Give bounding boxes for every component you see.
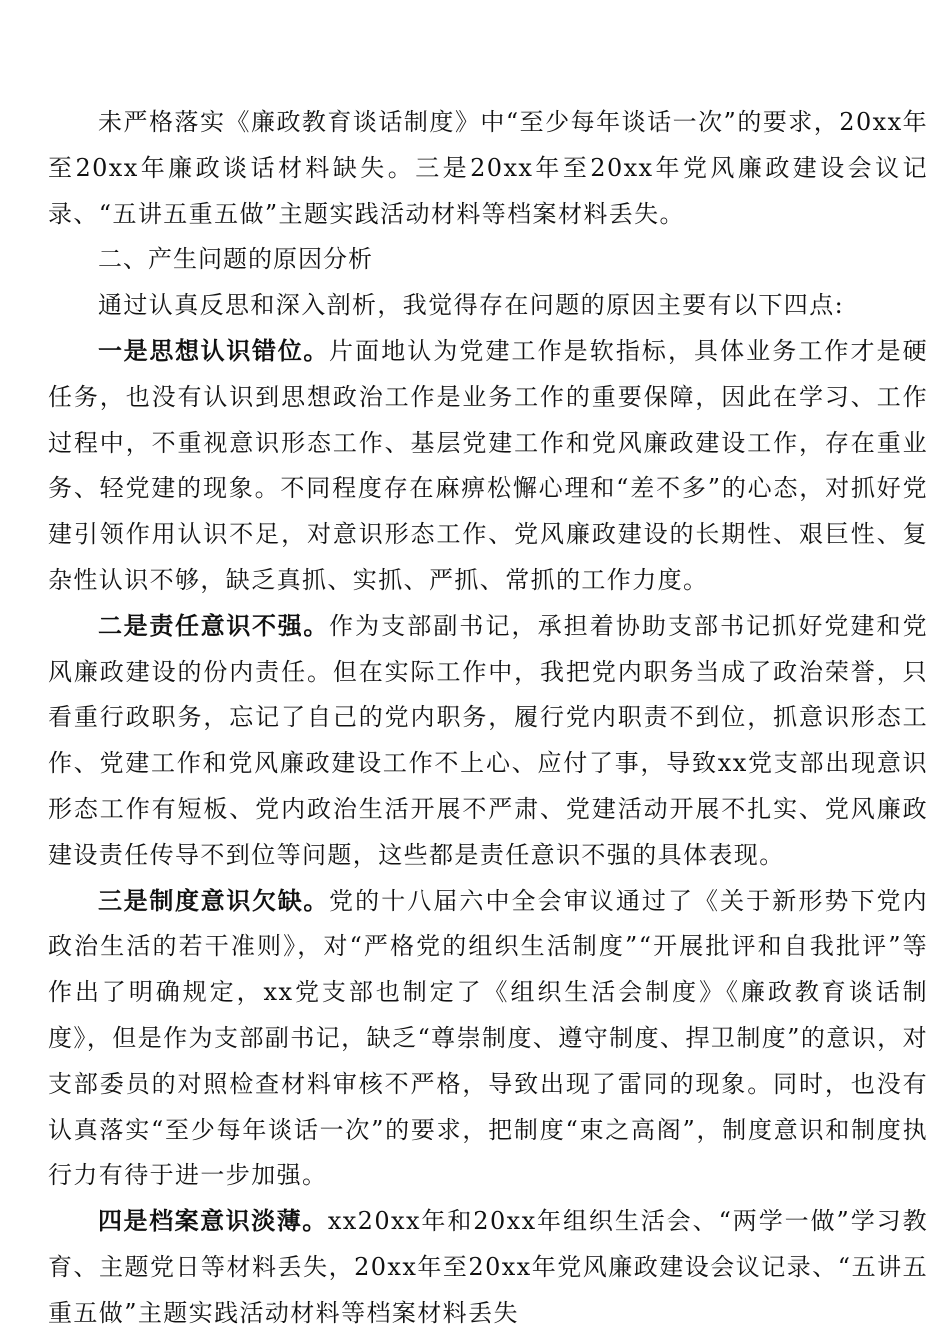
- section-heading-text: 二、产生问题的原因分析: [98, 245, 373, 274]
- intro-text: 通过认真反思和深入剖析，我觉得存在问题的原因主要有以下四点:: [98, 291, 845, 320]
- reason-paragraph-4: [48, 1199, 928, 1336]
- paragraph-text: 未严格落实《廉政教育谈话制度》中“至少每年谈话一次”的要求，20xx年至20xx年廉政谈话材料缺失。三是20xx年至20xx年党风廉政建设会议记录、“五讲五重五做”主题实践活动材料等档案材料丢失。: [48, 108, 928, 228]
- paragraph-continued: [48, 100, 928, 237]
- document-page: [48, 100, 928, 1337]
- section-heading: [48, 237, 928, 283]
- reason-2-body: 作为支部副书记，承担着协助支部书记抓好党建和党风廉政建设的份内责任。但在实际工作中，我把党内职务当成了政治荣誉，只看重行政职务，忘记了自己的党内职务，履行党内职责不到位，抓意识形态工作、党建工作和党风廉政建设工作不上心、应付了事，导致xx党支部出现意识形态工作有短板、党内政治生活开展不严肃、党建活动开展不扎实、党风廉政建设责任传导不到位等问题，这些都是责任意识不强的具体表现。: [48, 611, 929, 869]
- reason-paragraph-3: [48, 879, 928, 1200]
- reason-paragraph-2: [48, 604, 928, 879]
- reason-1-lead: 一是思想认识错位。: [98, 336, 330, 365]
- intro-paragraph: [48, 283, 928, 329]
- reason-4-lead: 四是档案意识淡薄。: [98, 1207, 328, 1236]
- reason-4-body: xx20xx年和20xx年组织生活会、“两学一做”学习教育、主题党日等材料丢失，20xx年至20xx年党风廉政建设会议记录、“五讲五重五做”主题实践活动材料等档案材料丢失: [48, 1207, 928, 1327]
- reason-paragraph-1: [48, 329, 928, 604]
- reason-3-body: 党的十八届六中全会审议通过了《关于新形势下党内政治生活的若干准则》，对“严格党的组织生活制度”“开展批评和自我批评”等作出了明确规定，xx党支部也制定了《组织生活会制度》《廉政教育谈话制度》，但是作为支部副书记，缺乏“尊崇制度、遵守制度、捍卫制度”的意识，对支部委员的对照检查材料审核不严格，导致出现了雷同的现象。同时，也没有认真落实“至少每年谈话一次”的要求，把制度“束之高阁”，制度意识和制度执行力有待于进一步加强。: [48, 886, 929, 1190]
- reason-2-lead: 二是责任意识不强。: [98, 611, 330, 640]
- reason-3-lead: 三是制度意识欠缺。: [98, 886, 330, 915]
- reason-1-body: 片面地认为党建工作是软指标，具体业务工作才是硬任务，也没有认识到思想政治工作是业务工作的重要保障，因此在学习、工作过程中，不重视意识形态工作、基层党建工作和党风廉政建设工作，存在重业务、轻党建的现象。不同程度存在麻痹松懈心理和“差不多”的心态，对抓好党建引领作用认识不足，对意识形态工作、党风廉政建设的长期性、艰巨性、复杂性认识不够，缺乏真抓、实抓、严抓、常抓的工作力度。: [48, 336, 929, 594]
